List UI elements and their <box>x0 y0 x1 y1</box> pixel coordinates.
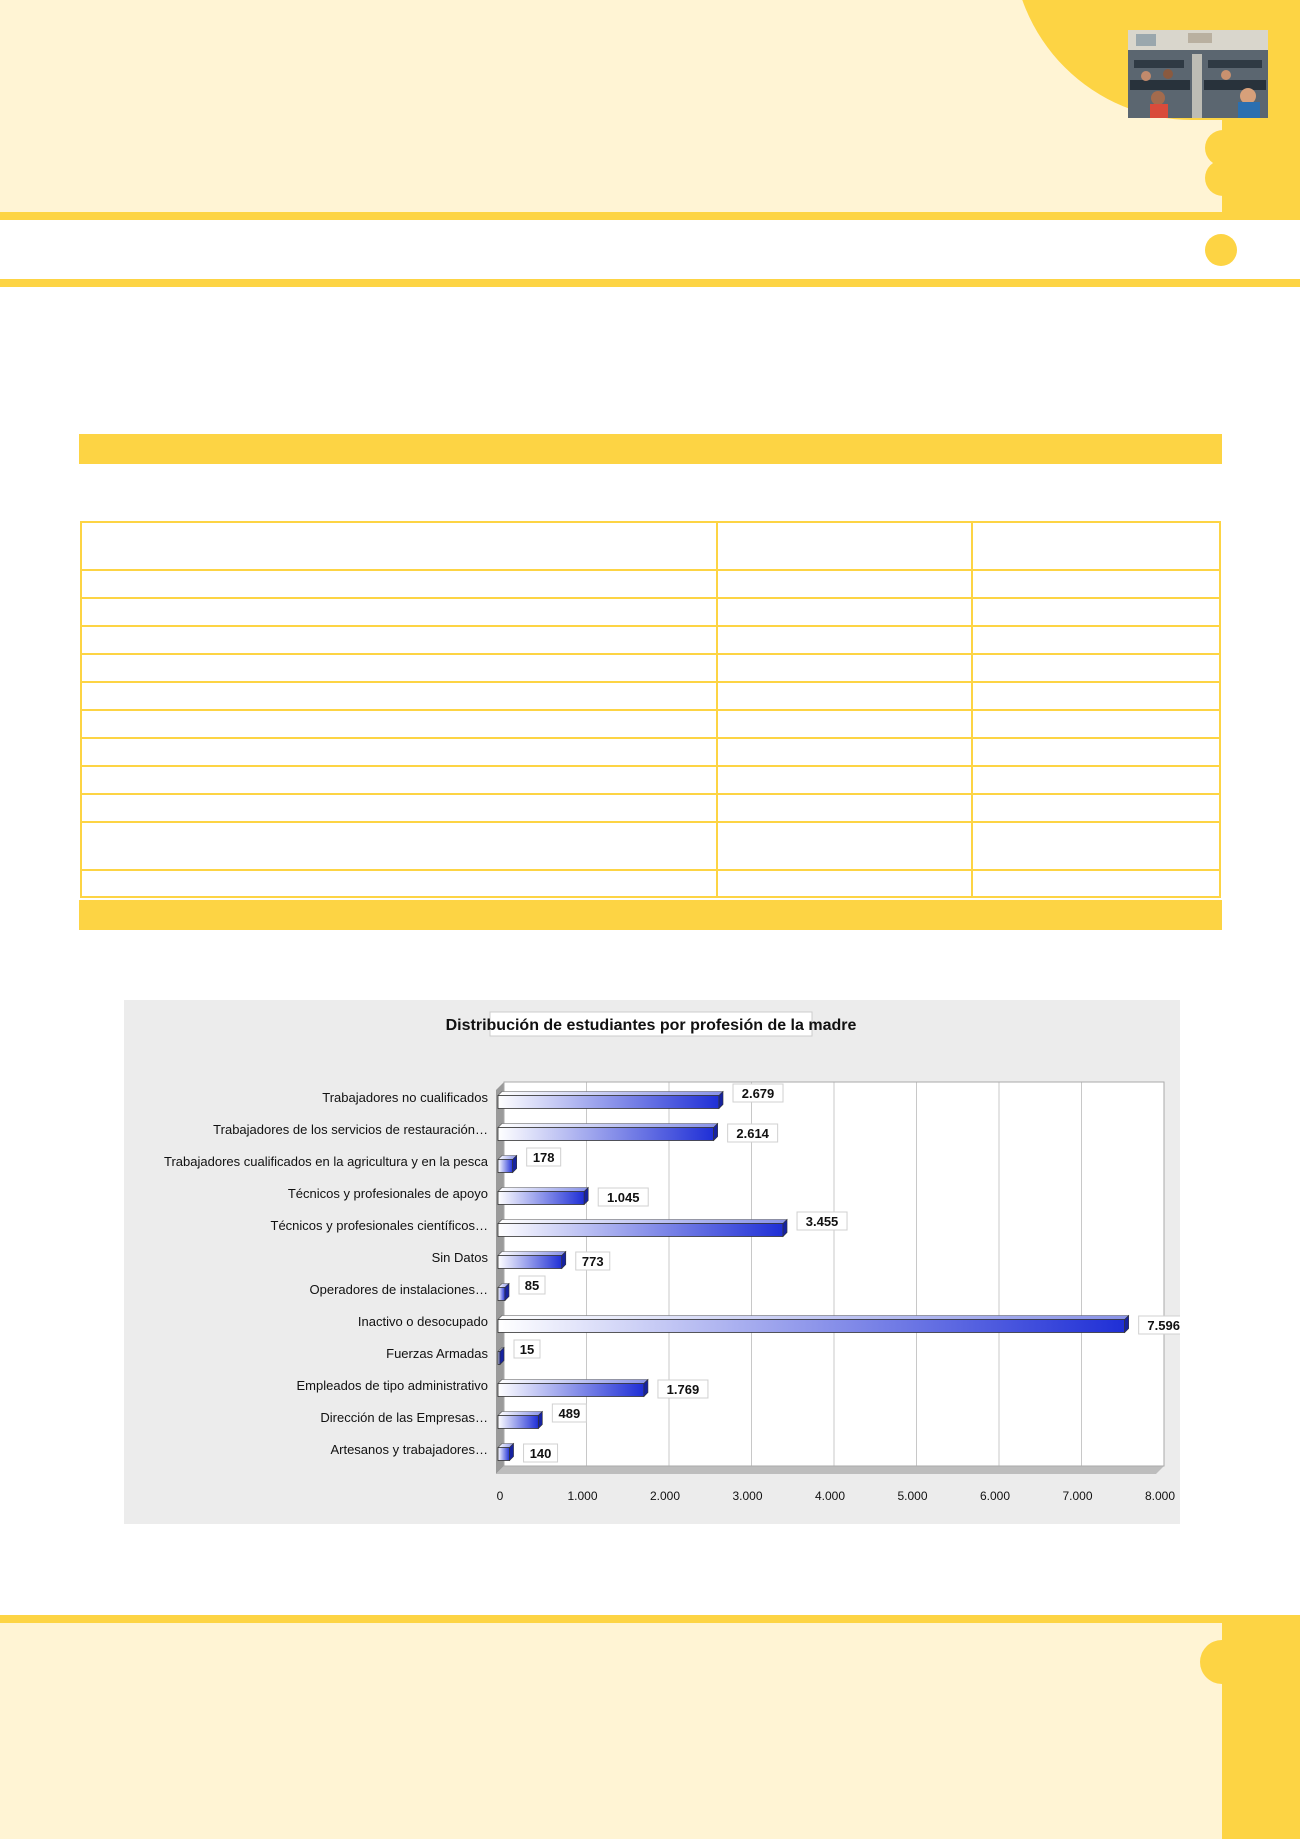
category-label: Trabajadores cualificados en la agricultura y en la pesca <box>164 1154 488 1169</box>
svg-text:3.455: 3.455 <box>805 1214 839 1229</box>
bar <box>498 1380 648 1397</box>
x-tick-label: 4.000 <box>814 1489 846 1503</box>
x-tick-label: 7.000 <box>1062 1489 1093 1503</box>
category-label: Trabajadores de los servicios de restauración… <box>213 1122 488 1137</box>
category-label: Inactivo o desocupado <box>357 1314 488 1329</box>
value-label <box>519 1276 545 1294</box>
category-label: Técnicos y profesionales de apoyo <box>287 1186 488 1201</box>
value-label <box>514 1340 540 1358</box>
classroom-photo-icon <box>1128 30 1268 118</box>
category-label: Empleados de tipo administrativo <box>296 1378 488 1393</box>
value-label <box>728 1124 778 1142</box>
value-label <box>552 1404 586 1422</box>
table-row <box>81 794 1220 822</box>
category-label: Artesanos y trabajadores… <box>330 1442 488 1457</box>
x-tick-label: 5.000 <box>897 1489 928 1503</box>
header-dot-3 <box>1205 234 1237 266</box>
category-label: Técnicos y profesionales científicos… <box>270 1218 488 1233</box>
value-label <box>797 1212 847 1230</box>
svg-text:178: 178 <box>532 1150 555 1165</box>
bar <box>498 1252 566 1269</box>
x-tick-label: 1.000 <box>567 1489 598 1503</box>
svg-text:773: 773 <box>581 1254 604 1269</box>
bar <box>498 1412 542 1429</box>
bar <box>498 1220 787 1237</box>
bar <box>498 1124 718 1141</box>
category-label: Dirección de las Empresas… <box>320 1410 488 1425</box>
table-total-bar <box>79 900 1222 930</box>
header-line-top <box>0 212 1300 220</box>
table-row <box>81 654 1220 682</box>
footer-line <box>0 1615 1300 1623</box>
svg-text:2.614: 2.614 <box>736 1126 769 1141</box>
x-tick-label: 0 <box>496 1489 504 1503</box>
svg-text:1.045: 1.045 <box>606 1190 640 1205</box>
svg-text:15: 15 <box>519 1342 535 1357</box>
table-row <box>81 682 1220 710</box>
chart-container <box>124 1000 1180 1524</box>
bar <box>498 1092 723 1109</box>
table-row <box>81 766 1220 794</box>
footer-band <box>0 1623 1300 1839</box>
table-row <box>81 710 1220 738</box>
svg-text:2.679: 2.679 <box>741 1086 775 1101</box>
svg-text:1.769: 1.769 <box>666 1382 700 1397</box>
category-label: Sin Datos <box>431 1250 488 1265</box>
table-row <box>81 598 1220 626</box>
x-tick-label: 8.000 <box>1144 1489 1176 1503</box>
category-label: Operadores de instalaciones… <box>309 1282 488 1297</box>
bar <box>498 1316 1129 1333</box>
value-label <box>527 1148 561 1166</box>
table-row <box>81 738 1220 766</box>
x-tick-label: 3.000 <box>732 1489 763 1503</box>
bar-chart <box>124 1000 1180 1524</box>
value-label <box>658 1380 708 1398</box>
chart-title: Distribución de estudiantes por profesión de la madre <box>445 1017 857 1034</box>
value-label <box>1139 1316 1180 1334</box>
header-dot-2 <box>1205 160 1241 196</box>
bar <box>498 1284 509 1301</box>
value-label <box>524 1444 558 1462</box>
bar <box>498 1188 588 1205</box>
svg-text:7.596: 7.596 <box>1147 1318 1180 1333</box>
footer-dot <box>1200 1640 1244 1684</box>
table-row <box>81 822 1220 870</box>
value-label <box>733 1084 783 1102</box>
category-label: Fuerzas Armadas <box>386 1346 488 1361</box>
plot-floor <box>496 1466 1164 1474</box>
table-row <box>81 870 1220 897</box>
table-header-row <box>81 522 1220 570</box>
value-label <box>576 1252 610 1270</box>
data-table <box>80 521 1221 898</box>
value-label <box>598 1188 648 1206</box>
chart-title-box <box>446 1012 857 1036</box>
category-label: Trabajadores no cualificados <box>322 1090 488 1105</box>
table-row <box>81 570 1220 598</box>
svg-text:489: 489 <box>558 1406 581 1421</box>
table-title-bar <box>79 434 1222 464</box>
svg-text:140: 140 <box>529 1446 552 1461</box>
header-line-bottom <box>0 279 1300 287</box>
svg-text:85: 85 <box>524 1278 540 1293</box>
x-tick-label: 2.000 <box>649 1489 681 1503</box>
bar <box>498 1444 514 1461</box>
x-tick-label: 6.000 <box>979 1489 1011 1503</box>
bar <box>498 1156 517 1173</box>
table-row <box>81 626 1220 654</box>
